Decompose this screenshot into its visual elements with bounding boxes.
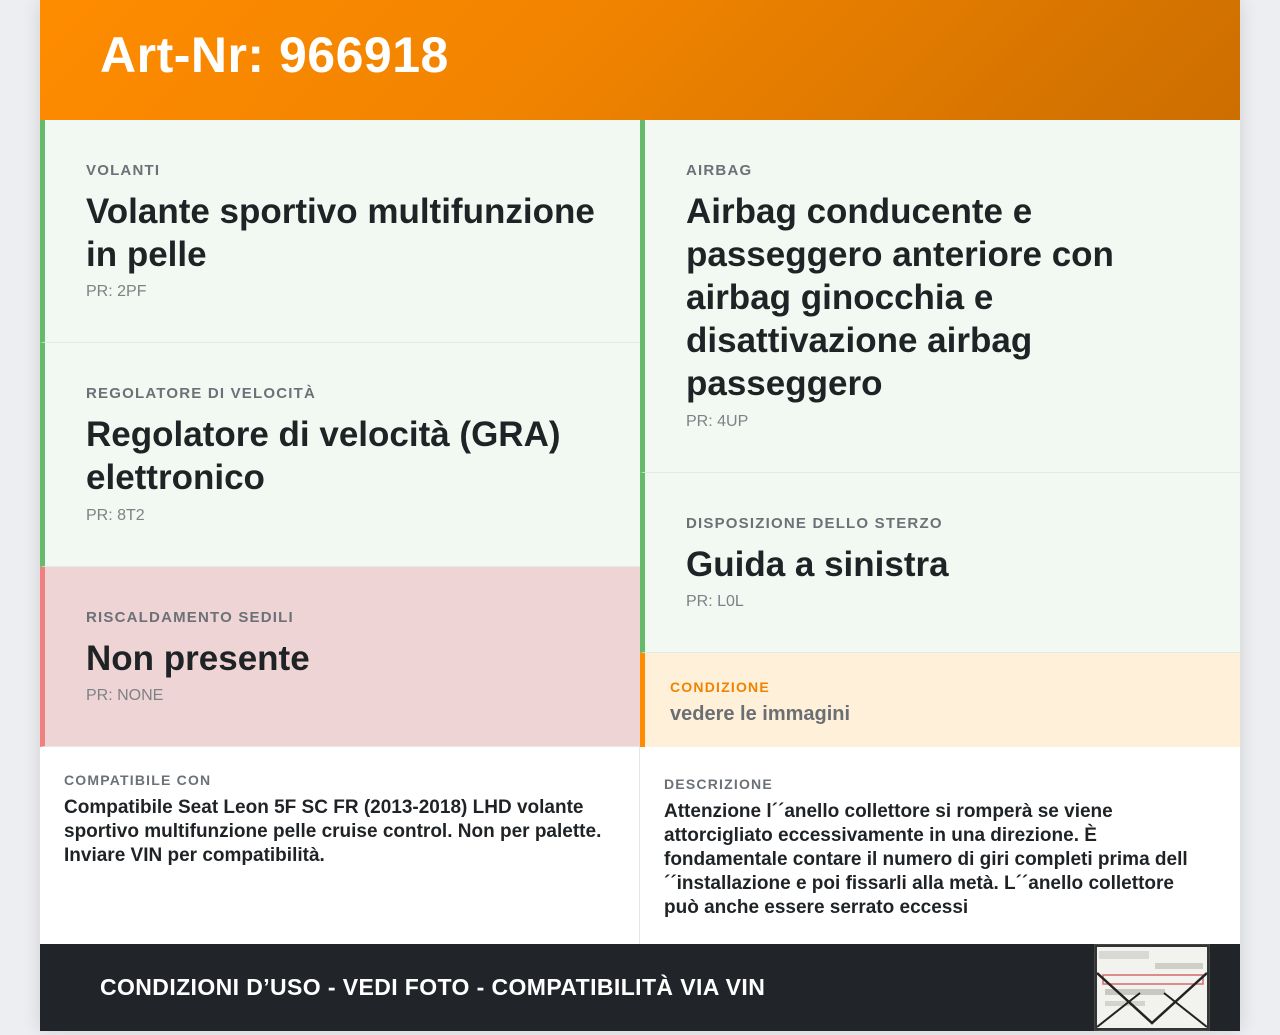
header-banner: [40, 0, 1240, 120]
footer-text: CONDIZIONI D’USO - VEDI FOTO - COMPATIBILITÀ VIA VIN: [100, 974, 766, 1000]
feature-pr-code: PR: 4UP: [686, 413, 749, 430]
feature-value: Guida a sinistra: [686, 545, 949, 584]
feature-pr-code: PR: L0L: [686, 593, 744, 610]
feature-pr-code: PR: NONE: [86, 687, 164, 704]
condition-text: vedere le immagini: [670, 703, 851, 725]
feature-pr-code: PR: 8T2: [86, 507, 145, 524]
compatibility-label: COMPATIBILE CON: [64, 772, 212, 788]
feature-label: AIRBAG: [686, 162, 753, 179]
description-text: Attenzione l´´anello collettore si romperà se viene attorcigliato eccessivamente in una direzione. È fondamentale contare il numero di giri completi prima dell´´installazione e poi fissarli alla metà. L´´anello collettore può anche essere serrato eccessi: [664, 801, 1188, 918]
feature-pr-code: PR: 2PF: [86, 283, 147, 300]
description-section: [640, 747, 1240, 944]
feature-value: Regolatore di velocità (GRA) elettronico: [86, 415, 561, 497]
feature-label: VOLANTI: [86, 162, 161, 179]
article-number-title: Art-Nr: 966918: [100, 27, 449, 83]
feature-card-steering-position: [640, 473, 1240, 653]
feature-label: DISPOSIZIONE DELLO STERZO: [686, 515, 943, 532]
footer-bar: [40, 944, 1240, 1031]
feature-value: Non presente: [86, 639, 310, 678]
condition-label: CONDIZIONE: [670, 679, 770, 695]
document-thumbnail-image[interactable]: [1094, 944, 1210, 1031]
envelope-icon: [1095, 945, 1209, 1030]
feature-card-cruise-control: [40, 343, 640, 567]
description-label: DESCRIZIONE: [664, 776, 773, 792]
product-sheet: [40, 0, 1240, 1031]
feature-card-seat-heating: [40, 567, 640, 747]
condition-box: [640, 653, 1240, 750]
feature-card-airbag: [640, 120, 1240, 473]
feature-value: Airbag conducente e passeggero anteriore con airbag ginocchia e disattivazione airbag passeggero: [686, 192, 1114, 403]
compatibility-text: Compatibile Seat Leon 5F SC FR (2013-2018) LHD volante sportivo multifunzione pelle cruise control. Non per palette. Inviare VIN per compatibilità.: [64, 797, 602, 866]
feature-label: REGOLATORE DI VELOCITÀ: [86, 385, 317, 402]
feature-value: Volante sportivo multifunzione in pelle: [86, 192, 595, 274]
feature-card-steering-wheel: [40, 120, 640, 343]
feature-label: RISCALDAMENTO SEDILI: [86, 609, 294, 626]
compatibility-section: [40, 747, 640, 944]
